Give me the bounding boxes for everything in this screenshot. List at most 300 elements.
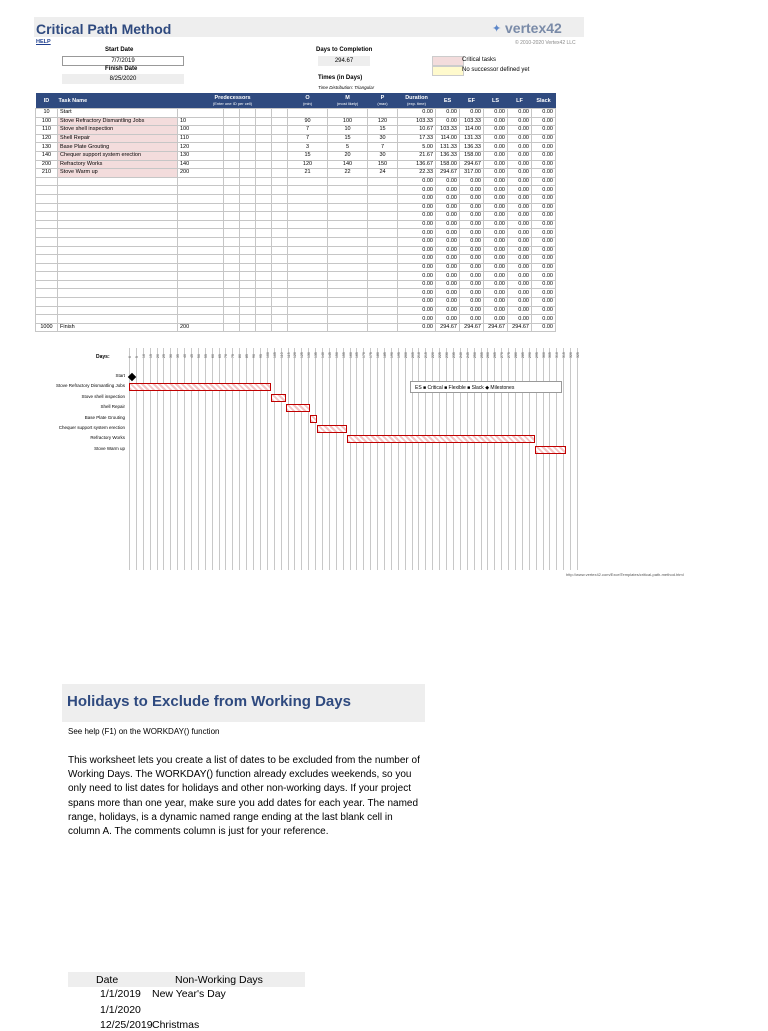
cell-lf[interactable]: 294.67 (508, 323, 532, 332)
cell-empty[interactable] (178, 280, 224, 289)
cell-empty[interactable] (271, 237, 287, 246)
cell-pred[interactable]: 10 (178, 117, 224, 126)
cell-lf[interactable]: 0.00 (508, 151, 532, 160)
cell-empty[interactable] (288, 263, 328, 272)
cell-empty[interactable] (328, 323, 368, 332)
cell-empty[interactable] (36, 203, 58, 212)
cell-lf[interactable]: 0.00 (508, 109, 532, 118)
cell-empty[interactable] (36, 255, 58, 264)
cell-empty[interactable] (239, 255, 255, 264)
cell-empty[interactable] (36, 263, 58, 272)
cell-m[interactable]: 20 (328, 151, 368, 160)
cell-empty[interactable] (58, 263, 178, 272)
cell-empty[interactable] (255, 229, 271, 238)
cell-o[interactable]: 15 (288, 151, 328, 160)
cell-ef[interactable]: 103.33 (460, 117, 484, 126)
cell-empty[interactable] (368, 212, 398, 221)
cell-empty[interactable] (328, 212, 368, 221)
cell-empty[interactable] (288, 237, 328, 246)
cell-computed[interactable]: 0.00 (532, 177, 556, 186)
cell-empty[interactable] (271, 212, 287, 221)
cell-ls[interactable]: 0.00 (484, 169, 508, 178)
cell-slack[interactable]: 0.00 (532, 109, 556, 118)
cell-computed[interactable]: 0.00 (508, 306, 532, 315)
cell-ls[interactable]: 0.00 (484, 126, 508, 135)
cell-computed[interactable]: 0.00 (436, 203, 460, 212)
cell-id[interactable]: 10 (36, 109, 58, 118)
cell-empty[interactable] (58, 220, 178, 229)
cell-pred-extra[interactable] (255, 117, 271, 126)
cell-empty[interactable] (36, 194, 58, 203)
cell-empty[interactable] (255, 289, 271, 298)
cell-pred[interactable]: 100 (178, 126, 224, 135)
cell-computed[interactable]: 0.00 (532, 255, 556, 264)
cell-id[interactable]: 200 (36, 160, 58, 169)
cell-computed[interactable]: 0.00 (532, 289, 556, 298)
cell-computed[interactable]: 0.00 (460, 229, 484, 238)
cell-empty[interactable] (36, 306, 58, 315)
cell-es[interactable]: 0.00 (436, 117, 460, 126)
cell-computed[interactable]: 0.00 (460, 272, 484, 281)
cell-empty[interactable] (288, 220, 328, 229)
cell-computed[interactable]: 0.00 (436, 194, 460, 203)
cell-empty[interactable] (58, 306, 178, 315)
cell-computed[interactable]: 0.00 (508, 229, 532, 238)
cell-empty[interactable] (255, 306, 271, 315)
cell-pred[interactable]: 130 (178, 151, 224, 160)
cell-empty[interactable] (223, 220, 239, 229)
cell-o[interactable]: 7 (288, 126, 328, 135)
cell-computed[interactable]: 0.00 (460, 186, 484, 195)
cell-empty[interactable] (288, 255, 328, 264)
cell-o[interactable] (288, 109, 328, 118)
cell-es[interactable]: 294.67 (436, 169, 460, 178)
cell-empty[interactable] (58, 229, 178, 238)
cell-empty[interactable] (288, 298, 328, 307)
cell-empty[interactable] (271, 194, 287, 203)
cell-computed[interactable]: 0.00 (460, 177, 484, 186)
cell-empty[interactable] (239, 246, 255, 255)
cell-empty[interactable] (223, 289, 239, 298)
cell-computed[interactable]: 0.00 (484, 255, 508, 264)
cell-pred-extra[interactable] (239, 126, 255, 135)
cell-empty[interactable] (255, 280, 271, 289)
cell-empty[interactable] (328, 246, 368, 255)
cell-empty[interactable] (178, 255, 224, 264)
cell-empty[interactable] (178, 220, 224, 229)
cell-pred-extra[interactable] (239, 160, 255, 169)
cell-p[interactable] (368, 109, 398, 118)
cell-empty[interactable] (368, 220, 398, 229)
cell-empty[interactable] (271, 220, 287, 229)
cell-computed[interactable]: 0.00 (460, 315, 484, 324)
cell-empty[interactable] (239, 194, 255, 203)
cell-computed[interactable]: 0.00 (484, 220, 508, 229)
cell-ef[interactable]: 158.00 (460, 151, 484, 160)
cell-computed[interactable]: 0.00 (532, 272, 556, 281)
cell-computed[interactable]: 0.00 (508, 255, 532, 264)
cell-slack[interactable]: 0.00 (532, 160, 556, 169)
cell-computed[interactable]: 0.00 (532, 194, 556, 203)
cell-empty[interactable] (368, 280, 398, 289)
cell-empty[interactable] (368, 306, 398, 315)
cell-empty[interactable] (223, 280, 239, 289)
cell-pred-extra[interactable] (271, 109, 287, 118)
cell-empty[interactable] (368, 229, 398, 238)
cell-empty[interactable] (271, 255, 287, 264)
cell-computed[interactable]: 0.00 (436, 177, 460, 186)
cell-empty[interactable] (36, 212, 58, 221)
cell-pred[interactable] (178, 109, 224, 118)
cell-computed[interactable]: 0.00 (460, 280, 484, 289)
cell-computed[interactable]: 0.00 (508, 272, 532, 281)
cell-computed[interactable]: 0.00 (532, 229, 556, 238)
cell-pred-extra[interactable] (255, 143, 271, 152)
cell-pred-extra[interactable] (255, 323, 271, 332)
cell-computed[interactable]: 0.00 (484, 306, 508, 315)
cell-pred-extra[interactable] (239, 117, 255, 126)
cell-empty[interactable] (288, 272, 328, 281)
cell-empty[interactable] (239, 298, 255, 307)
cell-empty[interactable] (223, 229, 239, 238)
cell-computed[interactable]: 0.00 (508, 315, 532, 324)
cell-computed[interactable]: 0.00 (398, 220, 436, 229)
cell-pred[interactable]: 200 (178, 323, 224, 332)
cell-empty[interactable] (271, 272, 287, 281)
cell-empty[interactable] (368, 194, 398, 203)
cell-m[interactable]: 5 (328, 143, 368, 152)
cell-ef[interactable]: 294.67 (460, 323, 484, 332)
cell-id[interactable]: 140 (36, 151, 58, 160)
cell-computed[interactable]: 0.00 (398, 280, 436, 289)
cell-empty[interactable] (288, 246, 328, 255)
cell-pred-extra[interactable] (271, 126, 287, 135)
cell-computed[interactable]: 0.00 (436, 186, 460, 195)
cell-pred-extra[interactable] (223, 160, 239, 169)
start-date-input[interactable]: 7/7/2019 (62, 56, 184, 66)
cell-empty[interactable] (58, 315, 178, 324)
cell-pred[interactable]: 140 (178, 160, 224, 169)
cell-empty[interactable] (328, 229, 368, 238)
cell-pred-extra[interactable] (271, 169, 287, 178)
cell-computed[interactable]: 0.00 (398, 298, 436, 307)
cell-pred-extra[interactable] (223, 151, 239, 160)
cell-computed[interactable]: 0.00 (532, 212, 556, 221)
cell-computed[interactable]: 0.00 (484, 229, 508, 238)
cell-id[interactable]: 130 (36, 143, 58, 152)
cell-dur[interactable]: 136.67 (398, 160, 436, 169)
cell-empty[interactable] (239, 203, 255, 212)
cell-computed[interactable]: 0.00 (436, 246, 460, 255)
cell-empty[interactable] (178, 229, 224, 238)
cell-empty[interactable] (271, 306, 287, 315)
cell-slack[interactable]: 0.00 (532, 117, 556, 126)
cell-empty[interactable] (271, 177, 287, 186)
cell-p[interactable]: 120 (368, 117, 398, 126)
cell-dur[interactable]: 22.33 (398, 169, 436, 178)
cell-empty[interactable] (255, 255, 271, 264)
cell-pred-extra[interactable] (255, 109, 271, 118)
cell-o[interactable]: 7 (288, 134, 328, 143)
cell-es[interactable]: 158.00 (436, 160, 460, 169)
cell-empty[interactable] (368, 246, 398, 255)
cell-pred-extra[interactable] (255, 160, 271, 169)
cell-empty[interactable] (368, 237, 398, 246)
cell-empty[interactable] (178, 246, 224, 255)
cell-id[interactable]: 100 (36, 117, 58, 126)
cell-dur[interactable]: 10.67 (398, 126, 436, 135)
cell-empty[interactable] (223, 255, 239, 264)
cell-empty[interactable] (288, 203, 328, 212)
cell-empty[interactable] (178, 177, 224, 186)
cell-empty[interactable] (368, 298, 398, 307)
cell-empty[interactable] (328, 298, 368, 307)
cell-task[interactable]: Refractory Works (58, 160, 178, 169)
cell-empty[interactable] (255, 194, 271, 203)
cell-o[interactable]: 21 (288, 169, 328, 178)
cell-empty[interactable] (288, 323, 328, 332)
cell-empty[interactable] (328, 280, 368, 289)
cell-empty[interactable] (271, 229, 287, 238)
cell-computed[interactable]: 0.00 (460, 255, 484, 264)
cell-empty[interactable] (178, 194, 224, 203)
holiday-date[interactable]: 12/25/2019 (100, 1019, 153, 1031)
cell-computed[interactable]: 0.00 (484, 246, 508, 255)
cell-ls[interactable]: 0.00 (484, 151, 508, 160)
cell-empty[interactable] (223, 212, 239, 221)
cell-empty[interactable] (271, 263, 287, 272)
cell-computed[interactable]: 0.00 (460, 289, 484, 298)
cell-empty[interactable] (223, 246, 239, 255)
cell-empty[interactable] (328, 272, 368, 281)
cell-task[interactable]: Stove shell inspection (58, 126, 178, 135)
cell-p[interactable]: 30 (368, 151, 398, 160)
cell-computed[interactable]: 0.00 (436, 229, 460, 238)
cell-empty[interactable] (36, 177, 58, 186)
cell-task[interactable]: Base Plate Grouting (58, 143, 178, 152)
cell-empty[interactable] (36, 246, 58, 255)
cell-p[interactable]: 15 (368, 126, 398, 135)
cell-o[interactable]: 3 (288, 143, 328, 152)
cell-computed[interactable]: 0.00 (532, 220, 556, 229)
cell-computed[interactable]: 0.00 (508, 298, 532, 307)
cell-empty[interactable] (255, 246, 271, 255)
cell-computed[interactable]: 0.00 (532, 246, 556, 255)
cell-id[interactable]: 210 (36, 169, 58, 178)
cell-o[interactable]: 90 (288, 117, 328, 126)
cell-pred[interactable]: 110 (178, 134, 224, 143)
cell-empty[interactable] (223, 263, 239, 272)
cell-empty[interactable] (239, 177, 255, 186)
cell-computed[interactable]: 0.00 (398, 289, 436, 298)
cell-ef[interactable]: 136.33 (460, 143, 484, 152)
cell-pred-extra[interactable] (255, 151, 271, 160)
cell-empty[interactable] (58, 280, 178, 289)
cell-empty[interactable] (239, 315, 255, 324)
cell-computed[interactable]: 0.00 (436, 237, 460, 246)
cell-empty[interactable] (178, 298, 224, 307)
cell-computed[interactable]: 0.00 (508, 246, 532, 255)
cell-empty[interactable] (255, 263, 271, 272)
cell-computed[interactable]: 0.00 (484, 194, 508, 203)
cell-computed[interactable]: 0.00 (508, 177, 532, 186)
cell-computed[interactable]: 0.00 (436, 272, 460, 281)
cell-computed[interactable]: 0.00 (398, 306, 436, 315)
cell-ef[interactable]: 131.33 (460, 134, 484, 143)
cell-pred-extra[interactable] (271, 160, 287, 169)
cell-computed[interactable]: 0.00 (532, 263, 556, 272)
cell-empty[interactable] (328, 203, 368, 212)
cell-empty[interactable] (223, 186, 239, 195)
cell-computed[interactable]: 0.00 (484, 237, 508, 246)
cell-p[interactable]: 24 (368, 169, 398, 178)
cell-computed[interactable]: 0.00 (508, 289, 532, 298)
cell-empty[interactable] (288, 212, 328, 221)
cell-ef[interactable]: 294.67 (460, 160, 484, 169)
cell-empty[interactable] (368, 289, 398, 298)
cell-computed[interactable]: 0.00 (398, 212, 436, 221)
cell-computed[interactable]: 0.00 (460, 237, 484, 246)
cell-empty[interactable] (36, 186, 58, 195)
cell-ls[interactable]: 0.00 (484, 117, 508, 126)
cell-lf[interactable]: 0.00 (508, 160, 532, 169)
cell-computed[interactable]: 0.00 (398, 272, 436, 281)
cell-ls[interactable]: 0.00 (484, 160, 508, 169)
cell-empty[interactable] (368, 255, 398, 264)
cell-computed[interactable]: 0.00 (484, 186, 508, 195)
cell-empty[interactable] (58, 289, 178, 298)
cell-empty[interactable] (36, 315, 58, 324)
cell-empty[interactable] (255, 203, 271, 212)
cell-computed[interactable]: 0.00 (508, 203, 532, 212)
cell-pred-extra[interactable] (223, 117, 239, 126)
cell-pred-extra[interactable] (271, 151, 287, 160)
cell-empty[interactable] (239, 272, 255, 281)
cell-computed[interactable]: 0.00 (398, 246, 436, 255)
cell-computed[interactable]: 0.00 (508, 220, 532, 229)
cell-computed[interactable]: 0.00 (532, 298, 556, 307)
cell-empty[interactable] (239, 212, 255, 221)
cell-empty[interactable] (58, 237, 178, 246)
cell-pred[interactable]: 200 (178, 169, 224, 178)
cell-id[interactable]: 120 (36, 134, 58, 143)
cell-pred-extra[interactable] (271, 134, 287, 143)
cell-slack[interactable]: 0.00 (532, 169, 556, 178)
cell-ls[interactable]: 0.00 (484, 143, 508, 152)
cell-empty[interactable] (36, 289, 58, 298)
cell-computed[interactable]: 0.00 (532, 315, 556, 324)
cell-computed[interactable]: 0.00 (436, 298, 460, 307)
cell-computed[interactable]: 0.00 (398, 186, 436, 195)
cell-empty[interactable] (36, 280, 58, 289)
cell-empty[interactable] (255, 315, 271, 324)
cell-es[interactable]: 0.00 (436, 109, 460, 118)
cell-empty[interactable] (288, 289, 328, 298)
cell-empty[interactable] (368, 315, 398, 324)
cell-empty[interactable] (178, 186, 224, 195)
cell-computed[interactable]: 0.00 (398, 194, 436, 203)
cell-empty[interactable] (255, 272, 271, 281)
cell-empty[interactable] (328, 289, 368, 298)
cell-empty[interactable] (255, 298, 271, 307)
cell-empty[interactable] (223, 272, 239, 281)
cell-empty[interactable] (271, 298, 287, 307)
cell-empty[interactable] (271, 203, 287, 212)
cell-lf[interactable]: 0.00 (508, 169, 532, 178)
cell-pred-extra[interactable] (239, 134, 255, 143)
cell-computed[interactable]: 0.00 (508, 212, 532, 221)
cell-computed[interactable]: 0.00 (436, 255, 460, 264)
cell-empty[interactable] (368, 272, 398, 281)
cell-pred-extra[interactable] (239, 143, 255, 152)
cell-pred-extra[interactable] (255, 169, 271, 178)
cell-empty[interactable] (271, 280, 287, 289)
cell-empty[interactable] (239, 229, 255, 238)
cell-empty[interactable] (288, 306, 328, 315)
cell-computed[interactable]: 0.00 (398, 255, 436, 264)
cell-id[interactable]: 110 (36, 126, 58, 135)
cell-empty[interactable] (178, 272, 224, 281)
cell-empty[interactable] (271, 315, 287, 324)
cell-computed[interactable]: 0.00 (460, 246, 484, 255)
cell-empty[interactable] (58, 272, 178, 281)
cell-empty[interactable] (328, 315, 368, 324)
cell-slack[interactable]: 0.00 (532, 134, 556, 143)
cell-m[interactable]: 140 (328, 160, 368, 169)
cell-ef[interactable]: 114.00 (460, 126, 484, 135)
cell-computed[interactable]: 0.00 (436, 280, 460, 289)
cell-m[interactable]: 10 (328, 126, 368, 135)
cell-ls[interactable]: 294.67 (484, 323, 508, 332)
cell-o[interactable]: 120 (288, 160, 328, 169)
cell-empty[interactable] (239, 289, 255, 298)
cell-empty[interactable] (368, 186, 398, 195)
cell-empty[interactable] (368, 177, 398, 186)
cell-ef[interactable]: 317.00 (460, 169, 484, 178)
cell-dur[interactable]: 17.33 (398, 134, 436, 143)
cell-empty[interactable] (368, 263, 398, 272)
cell-pred-extra[interactable] (223, 126, 239, 135)
cell-empty[interactable] (239, 306, 255, 315)
cell-empty[interactable] (368, 203, 398, 212)
cell-computed[interactable]: 0.00 (484, 289, 508, 298)
cell-computed[interactable]: 0.00 (532, 186, 556, 195)
cell-empty[interactable] (239, 263, 255, 272)
cell-empty[interactable] (58, 177, 178, 186)
cell-computed[interactable]: 0.00 (460, 220, 484, 229)
help-link[interactable]: HELP (36, 39, 51, 45)
cell-computed[interactable]: 0.00 (508, 280, 532, 289)
cell-computed[interactable]: 0.00 (484, 315, 508, 324)
cell-empty[interactable] (255, 220, 271, 229)
cell-computed[interactable]: 0.00 (508, 186, 532, 195)
cell-empty[interactable] (271, 186, 287, 195)
cell-empty[interactable] (255, 177, 271, 186)
cell-empty[interactable] (36, 229, 58, 238)
cell-task[interactable]: Finish (58, 323, 178, 332)
cell-computed[interactable]: 0.00 (484, 298, 508, 307)
cell-pred-extra[interactable] (239, 109, 255, 118)
cell-empty[interactable] (178, 203, 224, 212)
cell-task[interactable]: Chequer support system erection (58, 151, 178, 160)
cell-empty[interactable] (255, 212, 271, 221)
cell-pred-extra[interactable] (223, 134, 239, 143)
cell-computed[interactable]: 0.00 (532, 237, 556, 246)
cell-pred-extra[interactable] (223, 109, 239, 118)
cell-computed[interactable]: 0.00 (436, 289, 460, 298)
cell-empty[interactable] (178, 237, 224, 246)
cell-ls[interactable]: 0.00 (484, 109, 508, 118)
